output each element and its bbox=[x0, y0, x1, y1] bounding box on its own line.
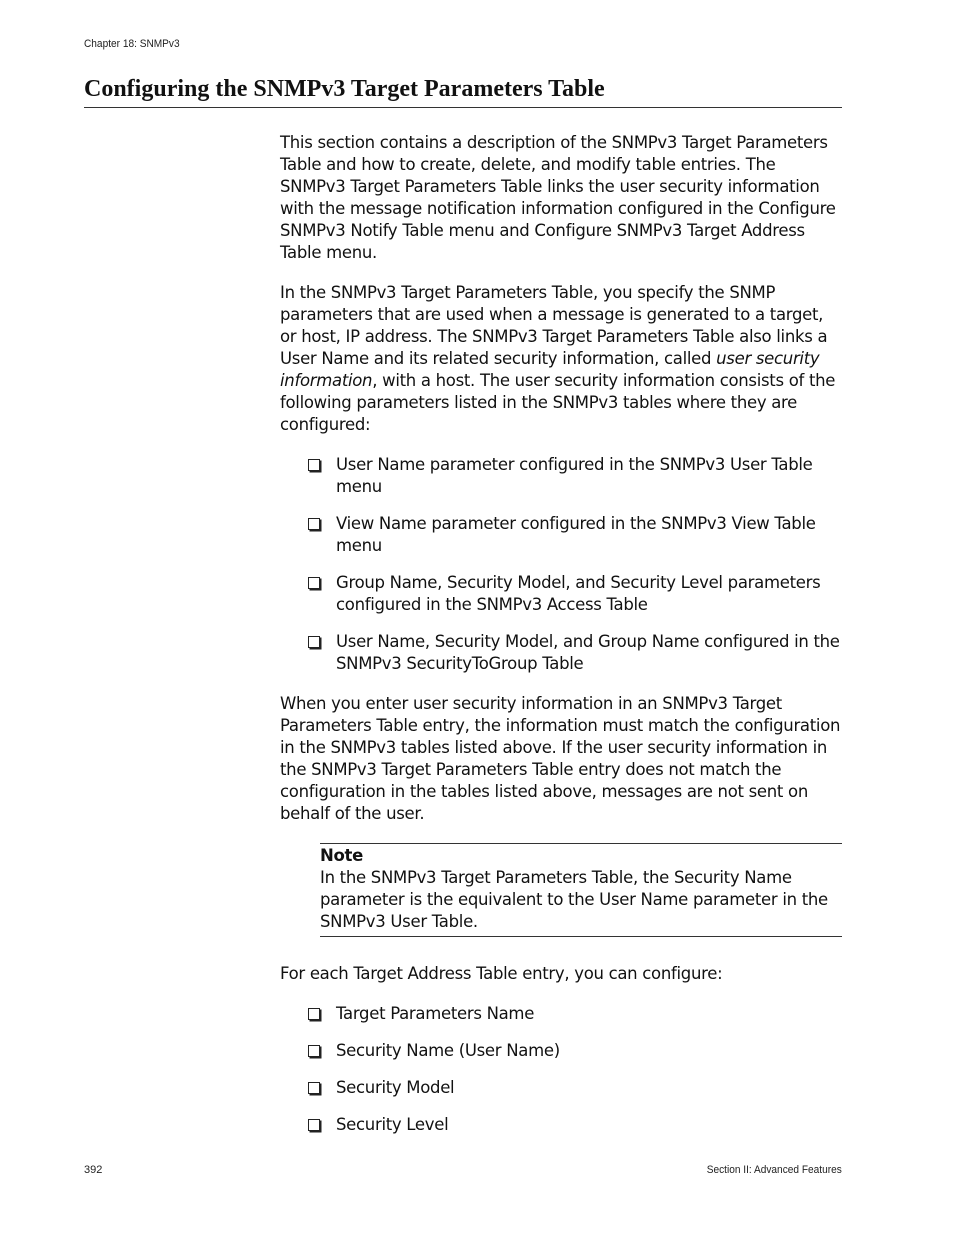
security-parameters-list bbox=[280, 454, 842, 675]
list-item-text: View Name parameter configured in the SNMPv3 View Table menu bbox=[336, 514, 816, 555]
page-title: Configuring the SNMPv3 Target Parameters Table bbox=[84, 76, 842, 108]
list-item bbox=[280, 1077, 842, 1099]
list-item-text: Target Parameters Name bbox=[336, 1004, 535, 1023]
configurable-fields-list bbox=[280, 1003, 842, 1136]
checkbox-bullet-icon bbox=[308, 1119, 320, 1131]
checkbox-bullet-icon bbox=[308, 1045, 320, 1057]
page-number: 392 bbox=[84, 1164, 103, 1176]
list-item-text: Security Name (User Name) bbox=[336, 1041, 560, 1060]
list-item bbox=[280, 1040, 842, 1062]
matching-paragraph: When you enter user security information in an SNMPv3 Target Parameters Table entry, the information must match the configuration in the SNMPv3 tables listed above. If the user security information in the SNMPv3 Target Parameters Table entry does not match the configuration in the tables listed above, messages are not sent on behalf of the user. bbox=[280, 694, 841, 823]
parameters-paragraph-emphasis: user security information bbox=[280, 349, 820, 390]
parameters-paragraph-text-1: In the SNMPv3 Target Parameters Table, you specify the SNMP parameters that are used when a message is generated to a target, or host, IP address. The SNMPv3 Target Parameters Table also links a User Name and its related security information, called bbox=[280, 283, 828, 368]
configure-paragraph: For each Target Address Table entry, you can configure: bbox=[280, 964, 723, 983]
checkbox-bullet-icon bbox=[308, 459, 320, 471]
list-item bbox=[280, 631, 842, 675]
note-label: Note bbox=[320, 846, 364, 865]
list-item bbox=[280, 513, 842, 557]
list-item-text: Security Level bbox=[336, 1115, 449, 1134]
checkbox-bullet-icon bbox=[308, 577, 320, 589]
parameters-paragraph-text-2: , with a host. The user security information consists of the following parameters listed in the SNMPv3 tables where they are configured: bbox=[280, 371, 836, 434]
list-item bbox=[280, 1003, 842, 1025]
checkbox-bullet-icon bbox=[308, 1082, 320, 1094]
running-footer-section: Section II: Advanced Features bbox=[706, 1164, 842, 1176]
parameters-paragraph bbox=[280, 282, 842, 436]
intro-paragraph: This section contains a description of the SNMPv3 Target Parameters Table and how to create, delete, and modify table entries. The SNMPv3 Target Parameters Table links the user security information with the message notification information configured in the Configure SNMPv3 Notify Table menu and Configure SNMPv3 Target Address Table menu. bbox=[280, 133, 836, 262]
checkbox-bullet-icon bbox=[308, 518, 320, 530]
list-item-text: Security Model bbox=[336, 1078, 455, 1097]
list-item bbox=[280, 454, 842, 498]
list-item-text: Group Name, Security Model, and Security Level parameters configured in the SNMPv3 Access Table bbox=[336, 573, 821, 614]
note-box bbox=[320, 843, 842, 937]
list-item-text: User Name, Security Model, and Group Name configured in the SNMPv3 SecurityToGroup Table bbox=[336, 632, 840, 673]
note-text: In the SNMPv3 Target Parameters Table, the Security Name parameter is the equivalent to the User Name parameter in the SNMPv3 User Table. bbox=[320, 868, 828, 931]
list-item-text: User Name parameter configured in the SNMPv3 User Table menu bbox=[336, 455, 813, 496]
list-item bbox=[280, 1114, 842, 1136]
list-item bbox=[280, 572, 842, 616]
main-content bbox=[280, 132, 842, 1154]
checkbox-bullet-icon bbox=[308, 636, 320, 648]
checkbox-bullet-icon bbox=[308, 1008, 320, 1020]
running-header: Chapter 18: SNMPv3 bbox=[84, 38, 180, 50]
